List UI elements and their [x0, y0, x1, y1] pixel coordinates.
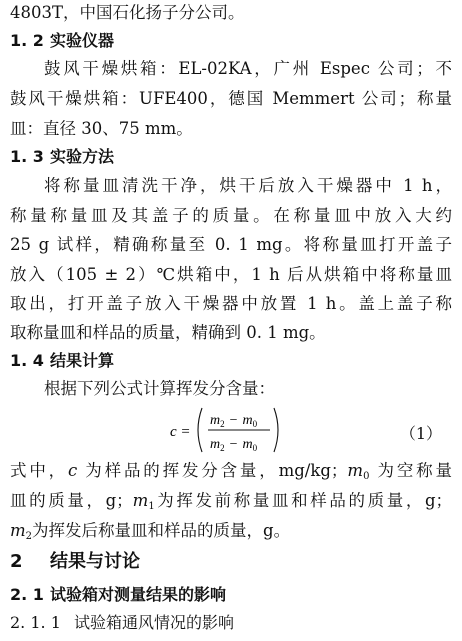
- paragraph-line: 皿的质量，g；$m_1$为挥发前称量皿和样品的质量，g；: [10, 491, 453, 512]
- paragraph-line: 将称量皿清洗干净，烘干后放入干燥器中 1 h，: [44, 176, 452, 195]
- section-number: 1. 2: [10, 31, 44, 50]
- paragraph-line: 取称量皿和样品的质量，精确到 0. 1 mg。: [10, 323, 326, 342]
- paragraph-line: $m_2$为挥发后称量皿和样品的质量，g。: [10, 521, 291, 542]
- section-heading-2-1-1: [10, 612, 452, 634]
- section-title: 结果与讨论: [50, 551, 140, 572]
- paragraph-line: 根据下列公式计算挥发分含量：: [44, 379, 275, 398]
- paragraph-line: 鼓风干燥烘箱：UFE400，德国 Memmert 公司；称量: [10, 89, 452, 108]
- paragraph-line: 25 g 试样，精确称量至 0. 1 mg。将称量皿打开盖子: [10, 235, 452, 254]
- section-number: 2. 1: [10, 585, 44, 604]
- left-paren: [198, 408, 202, 452]
- equation: [0, 404, 452, 456]
- section-title: 结果计算: [50, 351, 115, 370]
- right-paren: [274, 408, 278, 452]
- section-number: 1. 3: [10, 147, 44, 166]
- section-heading-2-1: [10, 584, 452, 606]
- equation-lhs: c =: [170, 424, 191, 440]
- section-number: 1. 4: [10, 351, 44, 370]
- section-number: 2: [10, 551, 23, 572]
- section-title: 实验方法: [50, 147, 115, 166]
- paragraph-line: 称量称量皿及其盖子的质量。在称量皿中放入大约: [10, 206, 452, 225]
- paragraph-line: 4803T，中国石化扬子分公司。: [10, 3, 245, 22]
- section-heading-1-4: [10, 350, 452, 372]
- section-title: 试验箱通风情况的影响: [74, 613, 235, 632]
- equation-formula: [170, 404, 300, 456]
- paragraph-line: 取出，打开盖子放入干燥器中放置 1 h。盖上盖子称: [10, 294, 452, 313]
- paragraph-line: 放入（105 ± 2）℃烘箱中，1 h 后从烘箱中将称量皿: [10, 265, 452, 284]
- section-title: 实验仪器: [50, 31, 115, 50]
- equation-denominator: $m_2 - m_0$: [210, 437, 258, 453]
- section-heading-2: [10, 551, 452, 573]
- section-heading-1-2: [10, 30, 452, 52]
- equation-numerator: $m_2 - m_0$: [210, 413, 258, 429]
- section-heading-1-3: [10, 146, 452, 168]
- section-title: 试验箱对测量结果的影响: [50, 585, 227, 604]
- section-number: 2. 1. 1: [10, 613, 61, 632]
- equation-number: （1）: [399, 424, 442, 443]
- paragraph-line: 鼓风干燥烘箱：EL-02KA，广州 Espec 公司；不: [44, 59, 452, 78]
- paragraph-line: 皿：直径 30、75 mm。: [10, 119, 193, 138]
- paragraph-line: 式中，c 为样品的挥发分含量，mg/kg；$m_0$ 为空称量: [10, 461, 453, 482]
